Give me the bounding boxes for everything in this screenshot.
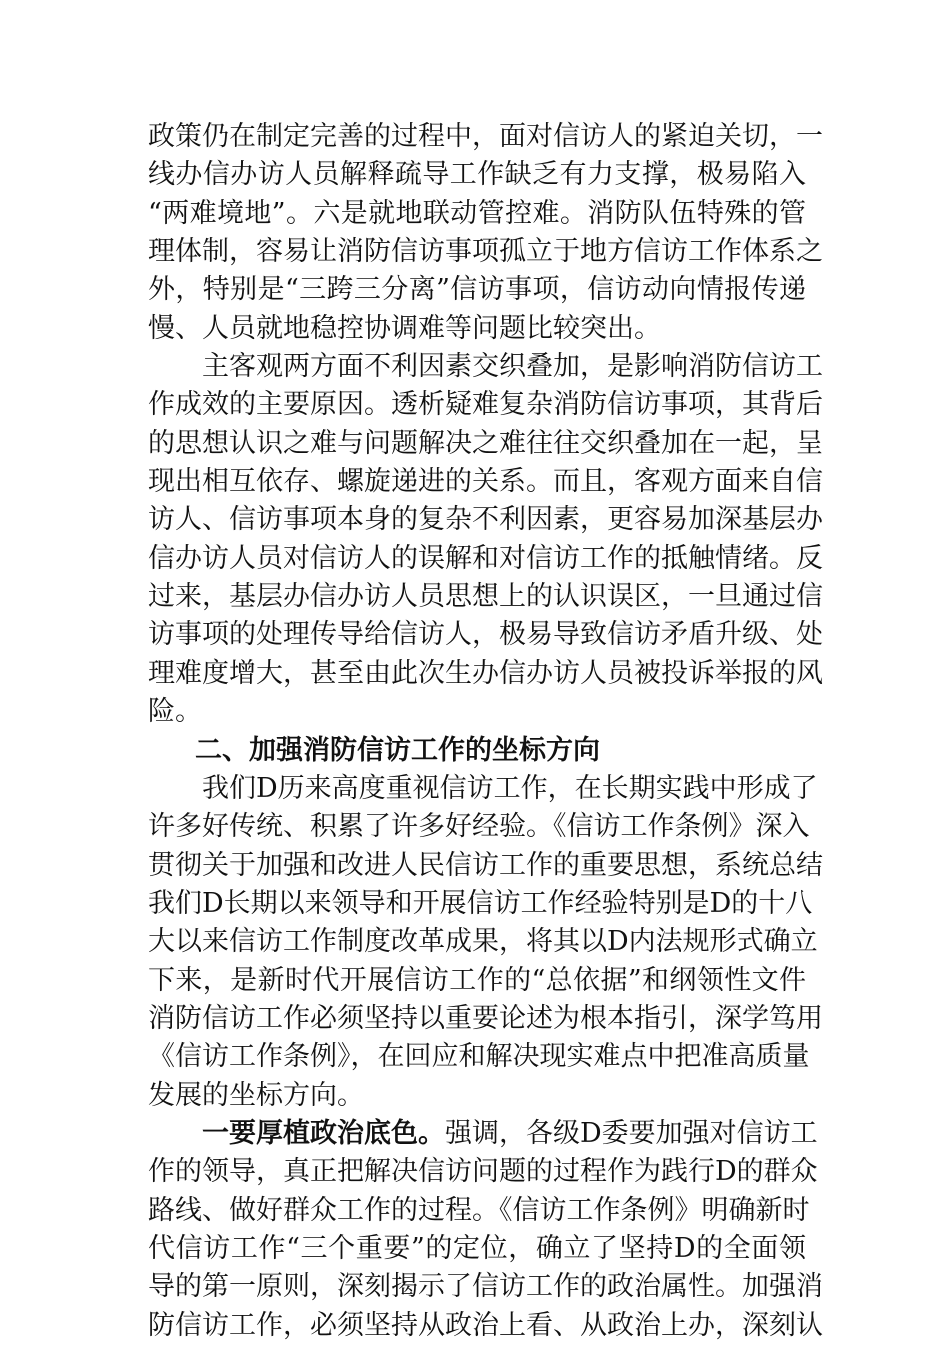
text-line: 大以来信访工作制度改革成果，将其以D内法规形式确立 (148, 926, 818, 958)
text-line: 理难度增大，甚至由此次生办信办访人员被投诉举报的风 (148, 657, 823, 689)
text-line-rest: 强调，各级D委要加强对信访工 (445, 1117, 818, 1149)
text-line: 路线、做好群众工作的过程。《信访工作条例》明确新时 (148, 1194, 810, 1226)
text-line: 现出相互依存、螺旋递进的关系。而且，客观方面来自信 (148, 466, 823, 498)
text-line (148, 1115, 818, 1153)
text-line: 访事项的处理传导给信访人，极易导致信访矛盾升级、处 (148, 619, 823, 651)
text-line: 我们D历来高度重视信访工作，在长期实践中形成了 (202, 772, 818, 804)
text-line: 险。 (148, 696, 202, 728)
text-line: 的思想认识之难与问题解决之难往往交织叠加在一起，呈 (148, 427, 823, 459)
text-line: 《信访工作条例》，在回应和解决现实难点中把准高质量 (148, 1041, 810, 1073)
text-line: 防信访工作，必须坚持从政治上看、从政治上办，深刻认 (148, 1309, 823, 1341)
text-line: 线办信办访人员解释疏导工作缺乏有力支撑，极易陷入 (148, 159, 806, 191)
text-line: 政策仍在制定完善的过程中，面对信访人的紧迫关切，一 (148, 121, 823, 152)
text-line: 信办访人员对信访人的误解和对信访工作的抵触情绪。反 (148, 542, 823, 574)
text-line: 访人、信访事项本身的复杂不利因素，更容易加深基层办 (148, 504, 823, 536)
text-line: 发展的坐标方向。 (148, 1079, 364, 1111)
text-line: 代信访工作“三个重要”的定位，确立了坚持D的全面领 (148, 1232, 806, 1264)
section-heading: 二、加强消防信访工作的坐标方向 (195, 734, 600, 766)
text-line: 慢、人员就地稳控协调难等问题比较突出。 (148, 312, 661, 344)
text-line: 过来，基层办信办访人员思想上的认识误区，一旦通过信 (148, 581, 823, 613)
bold-lead-phrase: 一要厚植政治底色。 (202, 1117, 445, 1149)
text-line: 许多好传统、积累了许多好经验。《信访工作条例》深入 (148, 811, 810, 843)
text-line: 消防信访工作必须坚持以重要论述为根本指引，深学笃用 (148, 1002, 823, 1034)
text-line: 外，特别是“三跨三分离”信访事项，信访动向情报传递 (148, 274, 806, 306)
text-line: 导的第一原则，深刻揭示了信访工作的政治属性。加强消 (148, 1271, 823, 1303)
text-line: 作的领导，真正把解决信访问题的过程作为践行D的群众 (148, 1156, 818, 1188)
text-line: 主客观两方面不利因素交织叠加，是影响消防信访工 (202, 351, 823, 383)
text-line: 下来，是新时代开展信访工作的“总依据”和纲领性文件 (148, 964, 806, 996)
text-line: 作成效的主要原因。透析疑难复杂消防信访事项，其背后 (148, 389, 823, 421)
text-line: 理体制，容易让消防信访事项孤立于地方信访工作体系之 (148, 236, 823, 268)
text-line: 贯彻关于加强和改进人民信访工作的重要思想，系统总结 (148, 849, 823, 881)
body-text (148, 118, 823, 1345)
text-line: 我们D长期以来领导和开展信访工作经验特别是D的十八 (148, 887, 813, 919)
text-line: “两难境地”。六是就地联动管控难。消防队伍特殊的管 (148, 197, 806, 229)
